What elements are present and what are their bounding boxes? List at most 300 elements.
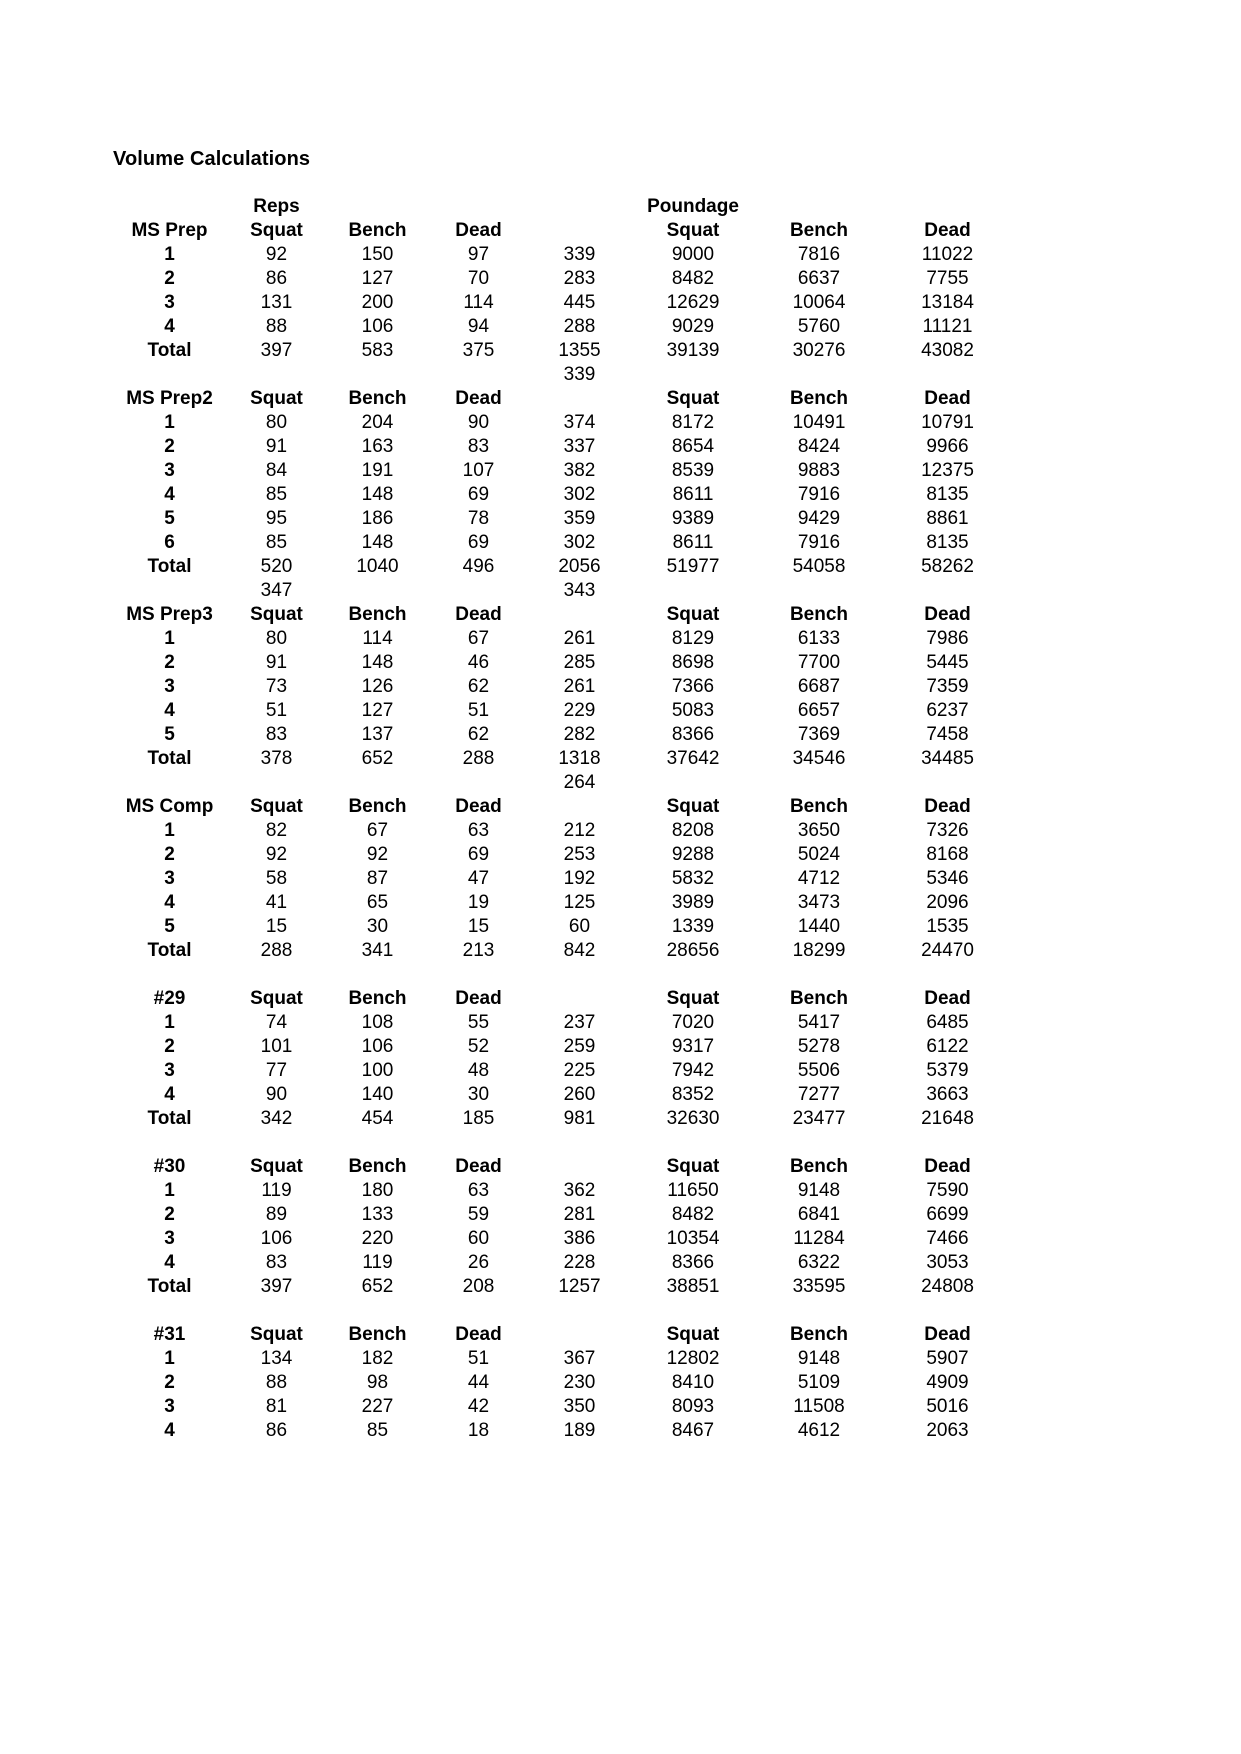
row-week: 1 bbox=[164, 412, 175, 433]
cell-poundage-bench: 10064 bbox=[792, 292, 846, 313]
cell-reps-sum: 445 bbox=[563, 292, 596, 313]
extra-reps-squat bbox=[226, 363, 327, 387]
header-reps-squat: Squat bbox=[250, 988, 303, 1009]
cell-poundage-dead: 8861 bbox=[926, 508, 969, 529]
cell-poundage-bench: 6133 bbox=[797, 628, 841, 649]
cell-poundage-squat: 10354 bbox=[666, 1228, 720, 1249]
header-reps-dead: Dead bbox=[455, 796, 502, 817]
block-name: MS Prep2 bbox=[126, 388, 213, 409]
cell-poundage-bench: 11508 bbox=[793, 1396, 845, 1417]
cell-poundage-dead: 6237 bbox=[926, 700, 969, 721]
header-reps-sum bbox=[529, 387, 630, 411]
spacer-cell bbox=[529, 1131, 630, 1155]
total-poundage-squat: 28656 bbox=[666, 940, 720, 961]
spacer-cell bbox=[226, 963, 327, 987]
table-row bbox=[113, 1371, 1013, 1395]
block-name: MS Comp bbox=[125, 796, 214, 817]
table-row bbox=[113, 891, 1013, 915]
cell-reps-dead: 59 bbox=[467, 1204, 490, 1225]
row-week: 3 bbox=[164, 292, 175, 313]
row-week: 1 bbox=[164, 1348, 175, 1369]
cell-reps-dead: 55 bbox=[467, 1012, 490, 1033]
cell-reps-dead: 94 bbox=[467, 316, 490, 337]
header-reps-bench: Bench bbox=[348, 988, 407, 1009]
cell-reps-bench: 140 bbox=[361, 1084, 394, 1105]
total-label: Total bbox=[147, 340, 192, 361]
cell-reps-dead: 48 bbox=[467, 1060, 490, 1081]
header-reps-squat: Squat bbox=[250, 796, 303, 817]
cell-reps-squat: 91 bbox=[265, 652, 288, 673]
cell-poundage-dead: 11022 bbox=[921, 244, 974, 265]
row-week: 4 bbox=[164, 316, 175, 337]
cell-reps-squat: 83 bbox=[265, 1252, 288, 1273]
extra-poundage-squat bbox=[630, 771, 756, 795]
block-total-row bbox=[113, 747, 1013, 771]
cell-poundage-squat: 8611 bbox=[672, 532, 714, 553]
row-week: 2 bbox=[164, 1204, 175, 1225]
cell-poundage-bench: 5024 bbox=[797, 844, 841, 865]
cell-reps-bench: 148 bbox=[361, 652, 394, 673]
cell-reps-squat: 90 bbox=[265, 1084, 288, 1105]
cell-poundage-squat: 9029 bbox=[671, 316, 715, 337]
cell-poundage-dead: 5445 bbox=[926, 652, 969, 673]
extra-label bbox=[113, 771, 226, 795]
table-row bbox=[113, 267, 1013, 291]
header-poundage-squat: Squat bbox=[666, 988, 720, 1009]
table-row bbox=[113, 1395, 1013, 1419]
cell-reps-sum: 253 bbox=[563, 844, 596, 865]
extra-reps-sum: 339 bbox=[563, 364, 596, 385]
total-reps-squat: 378 bbox=[260, 748, 293, 769]
cell-poundage-dead: 7359 bbox=[926, 676, 969, 697]
table-row bbox=[113, 723, 1013, 747]
total-reps-squat: 342 bbox=[260, 1108, 293, 1129]
extra-reps-dead bbox=[428, 771, 529, 795]
cell-reps-bench: 133 bbox=[361, 1204, 394, 1225]
cell-reps-sum: 350 bbox=[563, 1396, 596, 1417]
cell-reps-squat: 86 bbox=[265, 268, 288, 289]
header-reps-sum bbox=[529, 987, 630, 1011]
cell-reps-sum: 260 bbox=[563, 1084, 596, 1105]
header-poundage-squat: Squat bbox=[666, 388, 720, 409]
spacer-cell bbox=[226, 1131, 327, 1155]
table-row bbox=[113, 1011, 1013, 1035]
cell-poundage-bench: 3473 bbox=[797, 892, 841, 913]
block-header-row bbox=[113, 987, 1013, 1011]
total-reps-dead: 185 bbox=[462, 1108, 495, 1129]
cell-reps-dead: 69 bbox=[467, 532, 490, 553]
cell-poundage-bench: 5506 bbox=[797, 1060, 841, 1081]
cell-reps-bench: 106 bbox=[361, 1036, 394, 1057]
row-week: 3 bbox=[164, 676, 175, 697]
cell-reps-bench: 186 bbox=[361, 508, 394, 529]
cell-poundage-bench: 6841 bbox=[797, 1204, 841, 1225]
spacer-cell bbox=[327, 1299, 428, 1323]
header-poundage-dead: Dead bbox=[924, 796, 971, 817]
table-row bbox=[113, 1251, 1013, 1275]
total-poundage-dead: 24470 bbox=[921, 940, 974, 961]
header-reps-sum bbox=[529, 219, 630, 243]
spacer-cell bbox=[756, 1131, 882, 1155]
header-reps-bench: Bench bbox=[348, 220, 407, 241]
cell-reps-squat: 81 bbox=[265, 1396, 288, 1417]
total-reps-bench: 1040 bbox=[356, 556, 399, 577]
total-reps-sum: 1318 bbox=[558, 748, 601, 769]
extra-reps-bench bbox=[327, 363, 428, 387]
group-header-spacer bbox=[529, 195, 630, 219]
spacer-cell bbox=[327, 963, 428, 987]
block-total-row bbox=[113, 555, 1013, 579]
total-poundage-bench: 54058 bbox=[792, 556, 846, 577]
cell-poundage-dead: 7466 bbox=[926, 1228, 969, 1249]
cell-poundage-bench: 9148 bbox=[797, 1348, 841, 1369]
row-week: 1 bbox=[164, 1012, 175, 1033]
spacer-cell bbox=[327, 1131, 428, 1155]
cell-poundage-squat: 7942 bbox=[671, 1060, 715, 1081]
row-week: 4 bbox=[164, 700, 175, 721]
total-reps-dead: 208 bbox=[462, 1276, 495, 1297]
row-week: 4 bbox=[164, 1252, 175, 1273]
cell-reps-dead: 26 bbox=[467, 1252, 490, 1273]
header-reps-bench: Bench bbox=[348, 796, 407, 817]
cell-reps-sum: 281 bbox=[563, 1204, 596, 1225]
table-row bbox=[113, 315, 1013, 339]
cell-reps-squat: 89 bbox=[265, 1204, 288, 1225]
extra-poundage-dead bbox=[882, 579, 1013, 603]
cell-reps-bench: 191 bbox=[361, 460, 394, 481]
cell-poundage-bench: 7916 bbox=[797, 532, 841, 553]
header-reps-squat: Squat bbox=[250, 1156, 303, 1177]
cell-reps-dead: 47 bbox=[467, 868, 490, 889]
cell-reps-bench: 182 bbox=[361, 1348, 394, 1369]
block-header-row bbox=[113, 219, 1013, 243]
cell-poundage-bench: 6637 bbox=[797, 268, 841, 289]
total-reps-sum: 981 bbox=[563, 1108, 596, 1129]
cell-reps-dead: 63 bbox=[467, 1180, 490, 1201]
block-spacer-row bbox=[113, 1299, 1013, 1323]
total-poundage-bench: 34546 bbox=[792, 748, 846, 769]
total-reps-bench: 454 bbox=[361, 1108, 394, 1129]
total-reps-dead: 375 bbox=[462, 340, 495, 361]
cell-poundage-bench: 6657 bbox=[797, 700, 841, 721]
cell-reps-sum: 285 bbox=[563, 652, 596, 673]
row-week: 1 bbox=[164, 820, 175, 841]
cell-poundage-bench: 6687 bbox=[797, 676, 841, 697]
total-reps-sum: 1257 bbox=[558, 1276, 601, 1297]
table-row bbox=[113, 1419, 1013, 1443]
cell-reps-sum: 386 bbox=[563, 1228, 596, 1249]
extra-reps-dead bbox=[428, 579, 529, 603]
cell-reps-sum: 225 bbox=[563, 1060, 596, 1081]
cell-reps-bench: 65 bbox=[366, 892, 389, 913]
spacer-cell bbox=[529, 963, 630, 987]
extra-poundage-squat bbox=[630, 363, 756, 387]
total-poundage-dead: 58262 bbox=[921, 556, 974, 577]
extra-poundage-bench bbox=[756, 579, 882, 603]
block-extra-row bbox=[113, 363, 1013, 387]
total-poundage-bench: 23477 bbox=[792, 1108, 846, 1129]
spacer-cell bbox=[630, 963, 756, 987]
header-reps-dead: Dead bbox=[455, 1156, 502, 1177]
table-row bbox=[113, 843, 1013, 867]
block-total-row bbox=[113, 939, 1013, 963]
cell-reps-sum: 261 bbox=[563, 628, 596, 649]
cell-reps-dead: 83 bbox=[467, 436, 490, 457]
cell-reps-bench: 148 bbox=[361, 484, 394, 505]
block-header-row bbox=[113, 1155, 1013, 1179]
extra-reps-bench bbox=[327, 579, 428, 603]
cell-reps-squat: 83 bbox=[265, 724, 288, 745]
total-poundage-squat: 39139 bbox=[666, 340, 720, 361]
cell-reps-squat: 92 bbox=[265, 844, 288, 865]
spacer-cell bbox=[882, 1131, 1013, 1155]
cell-reps-bench: 30 bbox=[366, 916, 389, 937]
cell-poundage-dead: 9966 bbox=[926, 436, 969, 457]
table-row bbox=[113, 411, 1013, 435]
cell-reps-squat: 73 bbox=[265, 676, 288, 697]
header-reps-sum bbox=[529, 1323, 630, 1347]
table-row bbox=[113, 1179, 1013, 1203]
total-label: Total bbox=[147, 1108, 192, 1129]
table-row bbox=[113, 1347, 1013, 1371]
spacer-cell bbox=[428, 963, 529, 987]
spacer-cell bbox=[226, 1299, 327, 1323]
cell-reps-sum: 189 bbox=[563, 1420, 596, 1441]
table-row bbox=[113, 867, 1013, 891]
extra-poundage-bench bbox=[756, 363, 882, 387]
header-reps-dead: Dead bbox=[455, 604, 502, 625]
cell-poundage-dead: 7326 bbox=[926, 820, 969, 841]
extra-poundage-bench bbox=[756, 771, 882, 795]
header-poundage-bench: Bench bbox=[789, 988, 849, 1009]
cell-poundage-squat: 9389 bbox=[671, 508, 715, 529]
table-row bbox=[113, 1059, 1013, 1083]
spacer-cell bbox=[529, 1299, 630, 1323]
block-name: #31 bbox=[153, 1324, 186, 1345]
cell-reps-sum: 362 bbox=[563, 1180, 596, 1201]
cell-poundage-bench: 8424 bbox=[797, 436, 841, 457]
block-total-row bbox=[113, 1275, 1013, 1299]
cell-reps-dead: 97 bbox=[467, 244, 490, 265]
cell-reps-squat: 88 bbox=[265, 1372, 288, 1393]
header-reps-bench: Bench bbox=[348, 1156, 407, 1177]
cell-reps-dead: 114 bbox=[463, 292, 494, 313]
cell-poundage-dead: 7458 bbox=[926, 724, 969, 745]
cell-poundage-squat: 8352 bbox=[671, 1084, 715, 1105]
cell-reps-bench: 98 bbox=[366, 1372, 389, 1393]
cell-poundage-dead: 8135 bbox=[926, 532, 969, 553]
cell-poundage-bench: 4712 bbox=[797, 868, 841, 889]
header-poundage-dead: Dead bbox=[924, 388, 971, 409]
extra-poundage-squat bbox=[630, 579, 756, 603]
row-week: 5 bbox=[164, 916, 175, 937]
table-row bbox=[113, 1227, 1013, 1251]
spacer-cell bbox=[882, 1299, 1013, 1323]
header-reps-sum bbox=[529, 1155, 630, 1179]
cell-poundage-dead: 6699 bbox=[926, 1204, 969, 1225]
total-poundage-squat: 32630 bbox=[666, 1108, 720, 1129]
cell-reps-squat: 84 bbox=[265, 460, 288, 481]
cell-poundage-dead: 5907 bbox=[926, 1348, 969, 1369]
cell-poundage-dead: 7755 bbox=[926, 268, 969, 289]
cell-reps-sum: 339 bbox=[563, 244, 596, 265]
cell-reps-squat: 92 bbox=[265, 244, 288, 265]
total-poundage-bench: 30276 bbox=[792, 340, 846, 361]
spacer-cell bbox=[113, 1131, 226, 1155]
header-reps-dead: Dead bbox=[455, 988, 502, 1009]
total-reps-squat: 520 bbox=[260, 556, 293, 577]
cell-reps-sum: 337 bbox=[563, 436, 596, 457]
table-row bbox=[113, 675, 1013, 699]
cell-reps-squat: 106 bbox=[260, 1228, 293, 1249]
row-week: 1 bbox=[164, 244, 175, 265]
cell-poundage-squat: 8654 bbox=[671, 436, 715, 457]
total-label: Total bbox=[147, 1276, 192, 1297]
total-reps-bench: 652 bbox=[361, 748, 394, 769]
volume-calculations-table bbox=[113, 195, 1013, 1443]
cell-poundage-bench: 9429 bbox=[797, 508, 841, 529]
total-poundage-squat: 37642 bbox=[666, 748, 720, 769]
spacer-cell bbox=[756, 963, 882, 987]
cell-reps-dead: 51 bbox=[467, 1348, 490, 1369]
table-row bbox=[113, 1083, 1013, 1107]
row-week: 3 bbox=[164, 1396, 175, 1417]
total-reps-bench: 583 bbox=[361, 340, 394, 361]
cell-reps-squat: 80 bbox=[265, 628, 288, 649]
cell-poundage-bench: 3650 bbox=[797, 820, 841, 841]
header-poundage-dead: Dead bbox=[924, 988, 971, 1009]
header-poundage-bench: Bench bbox=[789, 220, 849, 241]
cell-poundage-squat: 8467 bbox=[671, 1420, 715, 1441]
cell-poundage-bench: 7916 bbox=[797, 484, 841, 505]
cell-reps-bench: 85 bbox=[366, 1420, 389, 1441]
cell-reps-squat: 58 bbox=[265, 868, 288, 889]
cell-reps-squat: 134 bbox=[260, 1348, 293, 1369]
block-name: MS Prep bbox=[131, 220, 208, 241]
header-poundage-squat: Squat bbox=[666, 604, 720, 625]
cell-poundage-dead: 6485 bbox=[926, 1012, 969, 1033]
spacer-cell bbox=[630, 1299, 756, 1323]
header-poundage-squat: Squat bbox=[666, 1324, 720, 1345]
cell-reps-sum: 374 bbox=[563, 412, 596, 433]
cell-reps-squat: 85 bbox=[265, 532, 288, 553]
group-header-reps: Reps bbox=[253, 196, 300, 217]
cell-reps-dead: 44 bbox=[467, 1372, 490, 1393]
cell-reps-squat: 74 bbox=[265, 1012, 288, 1033]
cell-reps-dead: 46 bbox=[467, 652, 490, 673]
row-week: 6 bbox=[164, 532, 175, 553]
cell-poundage-squat: 7020 bbox=[671, 1012, 715, 1033]
header-reps-dead: Dead bbox=[455, 220, 502, 241]
cell-reps-bench: 108 bbox=[361, 1012, 394, 1033]
cell-reps-sum: 60 bbox=[568, 916, 591, 937]
cell-reps-bench: 126 bbox=[361, 676, 394, 697]
group-header-spacer bbox=[756, 195, 882, 219]
cell-poundage-dead: 13184 bbox=[921, 292, 974, 313]
cell-reps-dead: 67 bbox=[467, 628, 490, 649]
cell-poundage-squat: 1339 bbox=[671, 916, 715, 937]
header-reps-dead: Dead bbox=[455, 388, 502, 409]
header-poundage-squat: Squat bbox=[666, 1156, 720, 1177]
row-week: 4 bbox=[164, 1420, 175, 1441]
cell-poundage-squat: 8482 bbox=[671, 1204, 715, 1225]
header-poundage-dead: Dead bbox=[924, 604, 971, 625]
cell-poundage-dead: 1535 bbox=[926, 916, 969, 937]
table-row bbox=[113, 1203, 1013, 1227]
page-title: Volume Calculations bbox=[113, 148, 311, 170]
spacer-cell bbox=[756, 1299, 882, 1323]
cell-poundage-squat: 8208 bbox=[671, 820, 715, 841]
cell-poundage-dead: 6122 bbox=[926, 1036, 969, 1057]
row-week: 3 bbox=[164, 460, 175, 481]
total-reps-dead: 496 bbox=[462, 556, 495, 577]
block-name: #29 bbox=[153, 988, 186, 1009]
total-label: Total bbox=[147, 556, 192, 577]
cell-poundage-squat: 9317 bbox=[671, 1036, 715, 1057]
extra-reps-squat: 347 bbox=[260, 580, 293, 601]
cell-reps-bench: 100 bbox=[361, 1060, 394, 1081]
cell-poundage-bench: 9883 bbox=[797, 460, 841, 481]
block-spacer-row bbox=[113, 1131, 1013, 1155]
group-header-spacer bbox=[882, 195, 1013, 219]
cell-poundage-bench: 5417 bbox=[797, 1012, 841, 1033]
cell-reps-squat: 77 bbox=[265, 1060, 288, 1081]
header-reps-squat: Squat bbox=[250, 388, 303, 409]
cell-reps-sum: 192 bbox=[563, 868, 596, 889]
header-reps-bench: Bench bbox=[348, 604, 407, 625]
cell-reps-squat: 88 bbox=[265, 316, 288, 337]
block-extra-row bbox=[113, 579, 1013, 603]
cell-poundage-dead: 3053 bbox=[926, 1252, 969, 1273]
cell-poundage-squat: 12629 bbox=[666, 292, 720, 313]
cell-reps-dead: 30 bbox=[467, 1084, 490, 1105]
cell-reps-dead: 19 bbox=[467, 892, 490, 913]
row-week: 5 bbox=[164, 508, 175, 529]
block-header-row bbox=[113, 387, 1013, 411]
header-reps-dead: Dead bbox=[455, 1324, 502, 1345]
header-reps-bench: Bench bbox=[348, 388, 407, 409]
cell-reps-bench: 114 bbox=[362, 628, 393, 649]
cell-reps-dead: 78 bbox=[467, 508, 490, 529]
header-poundage-bench: Bench bbox=[789, 796, 849, 817]
row-week: 2 bbox=[164, 436, 175, 457]
cell-reps-bench: 67 bbox=[366, 820, 389, 841]
cell-poundage-bench: 10491 bbox=[792, 412, 846, 433]
header-poundage-bench: Bench bbox=[789, 1324, 849, 1345]
cell-reps-dead: 18 bbox=[467, 1420, 490, 1441]
total-label: Total bbox=[147, 748, 192, 769]
cell-reps-dead: 52 bbox=[467, 1036, 490, 1057]
total-poundage-bench: 18299 bbox=[792, 940, 846, 961]
cell-poundage-bench: 7369 bbox=[797, 724, 841, 745]
table-row bbox=[113, 483, 1013, 507]
cell-reps-squat: 85 bbox=[265, 484, 288, 505]
table-row bbox=[113, 507, 1013, 531]
total-poundage-dead: 34485 bbox=[921, 748, 974, 769]
cell-poundage-squat: 8482 bbox=[671, 268, 715, 289]
spacer-cell bbox=[428, 1299, 529, 1323]
cell-reps-bench: 92 bbox=[366, 844, 389, 865]
total-poundage-dead: 43082 bbox=[921, 340, 974, 361]
cell-reps-dead: 90 bbox=[467, 412, 490, 433]
cell-reps-bench: 137 bbox=[361, 724, 394, 745]
cell-poundage-squat: 7366 bbox=[671, 676, 715, 697]
row-week: 2 bbox=[164, 652, 175, 673]
table-row bbox=[113, 915, 1013, 939]
spacer-cell bbox=[428, 1131, 529, 1155]
cell-poundage-squat: 8366 bbox=[671, 1252, 715, 1273]
cell-reps-squat: 86 bbox=[265, 1420, 288, 1441]
